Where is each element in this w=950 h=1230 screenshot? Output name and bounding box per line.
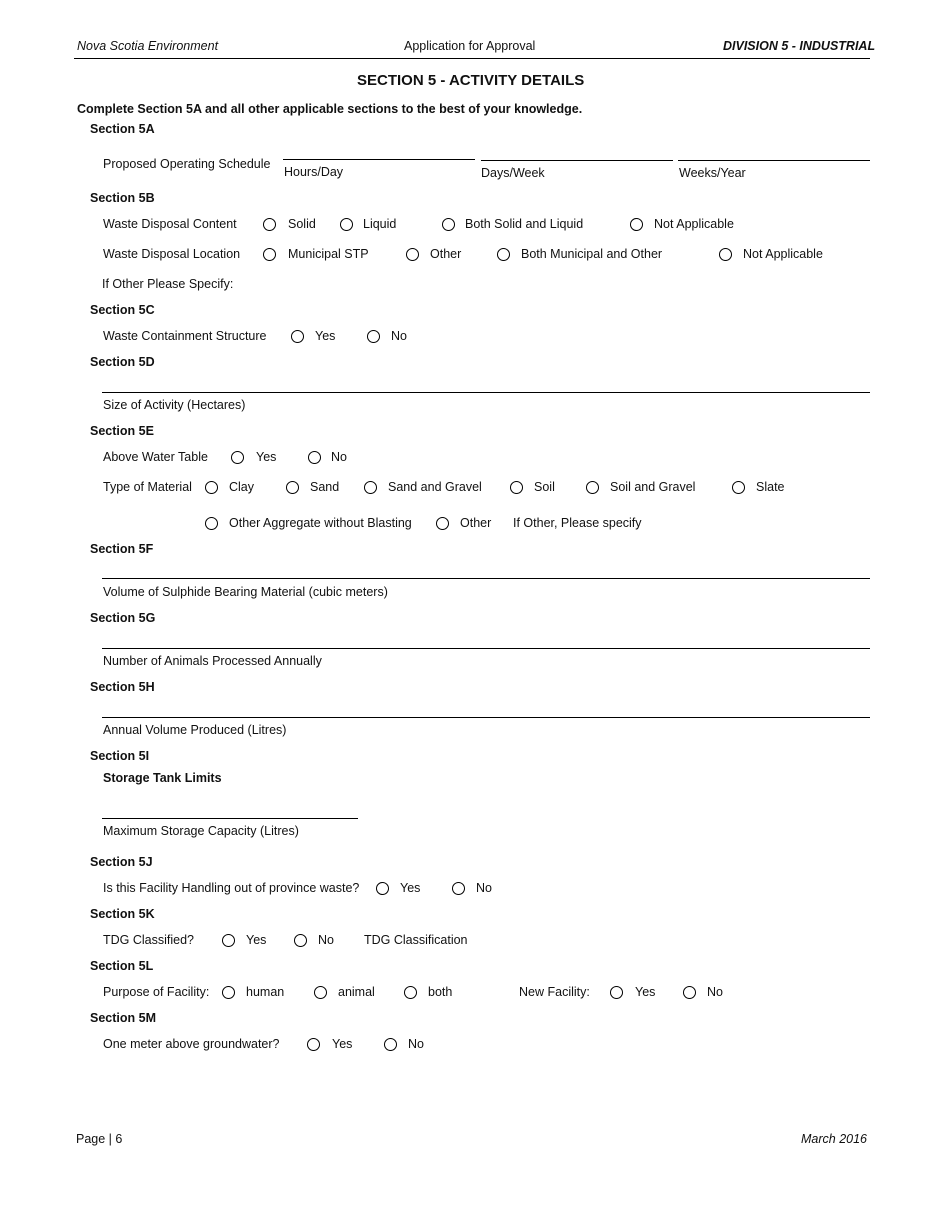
waste-disposal-content-label: Waste Disposal Content	[103, 217, 237, 231]
annual-volume-field[interactable]	[102, 717, 870, 718]
radio-province-waste-yes[interactable]	[376, 882, 389, 895]
hours-per-day-label: Hours/Day	[284, 165, 344, 179]
section-5c-heading: Section 5C	[90, 303, 155, 317]
option-label: Soil and Gravel	[610, 480, 696, 494]
radio-purpose-animal[interactable]	[314, 986, 327, 999]
option-label: Not Applicable	[743, 247, 823, 261]
header-document-title: Application for Approval	[404, 39, 536, 53]
radio-province-waste-no[interactable]	[452, 882, 465, 895]
section-5e-heading: Section 5E	[90, 424, 154, 438]
radio-new-facility-no[interactable]	[683, 986, 696, 999]
option-label: Yes	[332, 1037, 353, 1051]
option-label: No	[707, 985, 723, 999]
option-label: Sand and Gravel	[388, 480, 482, 494]
radio-material-sand-gravel[interactable]	[364, 481, 377, 494]
radio-location-not-applicable[interactable]	[719, 248, 732, 261]
option-label: Not Applicable	[654, 217, 734, 231]
new-facility-label: New Facility:	[519, 985, 590, 999]
footer-date: March 2016	[801, 1132, 868, 1146]
option-label: both	[428, 985, 453, 999]
option-label: Both Municipal and Other	[521, 247, 663, 261]
radio-water-yes[interactable]	[231, 451, 244, 464]
waste-disposal-location-label: Waste Disposal Location	[103, 247, 241, 261]
radio-material-soil[interactable]	[510, 481, 523, 494]
other-specify-label: If Other Please Specify:	[102, 277, 234, 291]
option-label: Clay	[229, 480, 255, 494]
option-label: Slate	[756, 480, 785, 494]
radio-containment-yes[interactable]	[291, 330, 304, 343]
radio-material-other[interactable]	[436, 517, 449, 530]
section-5a-heading: Section 5A	[90, 122, 155, 136]
option-label: Other Aggregate without Blasting	[229, 516, 412, 530]
hours-per-day-field[interactable]	[283, 159, 475, 160]
storage-tank-limits-heading: Storage Tank Limits	[103, 771, 222, 785]
option-label: Other	[430, 247, 462, 261]
header-division: DIVISION 5 - INDUSTRIAL	[723, 39, 876, 53]
option-label: Yes	[256, 450, 277, 464]
above-water-table-label: Above Water Table	[103, 450, 208, 464]
radio-water-no[interactable]	[308, 451, 321, 464]
radio-material-clay[interactable]	[205, 481, 218, 494]
radio-tdg-yes[interactable]	[222, 934, 235, 947]
annual-volume-label: Annual Volume Produced (Litres)	[103, 723, 287, 737]
radio-content-both[interactable]	[442, 218, 455, 231]
option-label: Yes	[246, 933, 267, 947]
option-label: Liquid	[363, 217, 397, 231]
sulphide-volume-field[interactable]	[102, 578, 870, 579]
operating-schedule-label: Proposed Operating Schedule	[103, 157, 271, 171]
section-5g-heading: Section 5G	[90, 611, 156, 625]
radio-content-not-applicable[interactable]	[630, 218, 643, 231]
radio-material-sand[interactable]	[286, 481, 299, 494]
option-label: Municipal STP	[288, 247, 369, 261]
radio-material-other-aggregate[interactable]	[205, 517, 218, 530]
section-5j-heading: Section 5J	[90, 855, 153, 869]
radio-purpose-human[interactable]	[222, 986, 235, 999]
option-label: Other	[460, 516, 492, 530]
option-label: Sand	[310, 480, 340, 494]
option-label: No	[408, 1037, 424, 1051]
material-other-specify-label: If Other, Please specify	[513, 516, 642, 530]
animals-processed-field[interactable]	[102, 648, 870, 649]
option-label: animal	[338, 985, 375, 999]
days-per-week-field[interactable]	[481, 160, 673, 161]
section-5d-heading: Section 5D	[90, 355, 155, 369]
instructions: Complete Section 5A and all other applicable sections to the best of your knowledge.	[77, 102, 583, 116]
days-per-week-label: Days/Week	[481, 166, 545, 180]
header-rule	[74, 58, 870, 59]
radio-new-facility-yes[interactable]	[610, 986, 623, 999]
option-label: Yes	[400, 881, 421, 895]
option-label: Yes	[315, 329, 336, 343]
option-label: No	[331, 450, 347, 464]
option-label: No	[476, 881, 492, 895]
radio-location-other[interactable]	[406, 248, 419, 261]
option-label: Solid	[288, 217, 316, 231]
tdg-classification-label: TDG Classification	[364, 933, 468, 947]
radio-tdg-no[interactable]	[294, 934, 307, 947]
out-of-province-waste-label: Is this Facility Handling out of province waste?	[103, 881, 360, 895]
animals-processed-label: Number of Animals Processed Annually	[103, 654, 322, 668]
max-storage-capacity-label: Maximum Storage Capacity (Litres)	[103, 824, 299, 838]
option-label: Soil	[534, 480, 555, 494]
activity-size-label: Size of Activity (Hectares)	[103, 398, 246, 412]
option-label: No	[318, 933, 334, 947]
radio-material-slate[interactable]	[732, 481, 745, 494]
option-label: No	[391, 329, 407, 343]
section-5h-heading: Section 5H	[90, 680, 155, 694]
radio-purpose-both[interactable]	[404, 986, 417, 999]
type-of-material-label: Type of Material	[103, 480, 192, 494]
section-5m-heading: Section 5M	[90, 1011, 156, 1025]
option-label: Both Solid and Liquid	[465, 217, 584, 231]
option-label: human	[246, 985, 285, 999]
tdg-classified-label: TDG Classified?	[103, 933, 194, 947]
page-number: Page | 6	[76, 1132, 123, 1146]
section-5f-heading: Section 5F	[90, 542, 154, 556]
max-storage-capacity-field[interactable]	[102, 818, 358, 819]
radio-location-municipal-stp[interactable]	[263, 248, 276, 261]
waste-containment-label: Waste Containment Structure	[103, 329, 267, 343]
radio-location-both[interactable]	[497, 248, 510, 261]
header-organization: Nova Scotia Environment	[77, 39, 219, 53]
weeks-per-year-field[interactable]	[678, 160, 870, 161]
page-title: SECTION 5 - ACTIVITY DETAILS	[357, 72, 585, 89]
sulphide-volume-label: Volume of Sulphide Bearing Material (cubic meters)	[103, 585, 388, 599]
radio-containment-no[interactable]	[367, 330, 380, 343]
section-5i-heading: Section 5I	[90, 749, 150, 763]
radio-content-solid[interactable]	[263, 218, 276, 231]
weeks-per-year-label: Weeks/Year	[679, 166, 746, 180]
radio-material-soil-gravel[interactable]	[586, 481, 599, 494]
purpose-of-facility-label: Purpose of Facility:	[103, 985, 210, 999]
section-5k-heading: Section 5K	[90, 907, 155, 921]
radio-groundwater-yes[interactable]	[307, 1038, 320, 1051]
above-groundwater-label: One meter above groundwater?	[103, 1037, 280, 1051]
section-5l-heading: Section 5L	[90, 959, 154, 973]
radio-content-liquid[interactable]	[340, 218, 353, 231]
section-5b-heading: Section 5B	[90, 191, 155, 205]
option-label: Yes	[635, 985, 656, 999]
radio-groundwater-no[interactable]	[384, 1038, 397, 1051]
activity-size-field[interactable]	[102, 392, 870, 393]
